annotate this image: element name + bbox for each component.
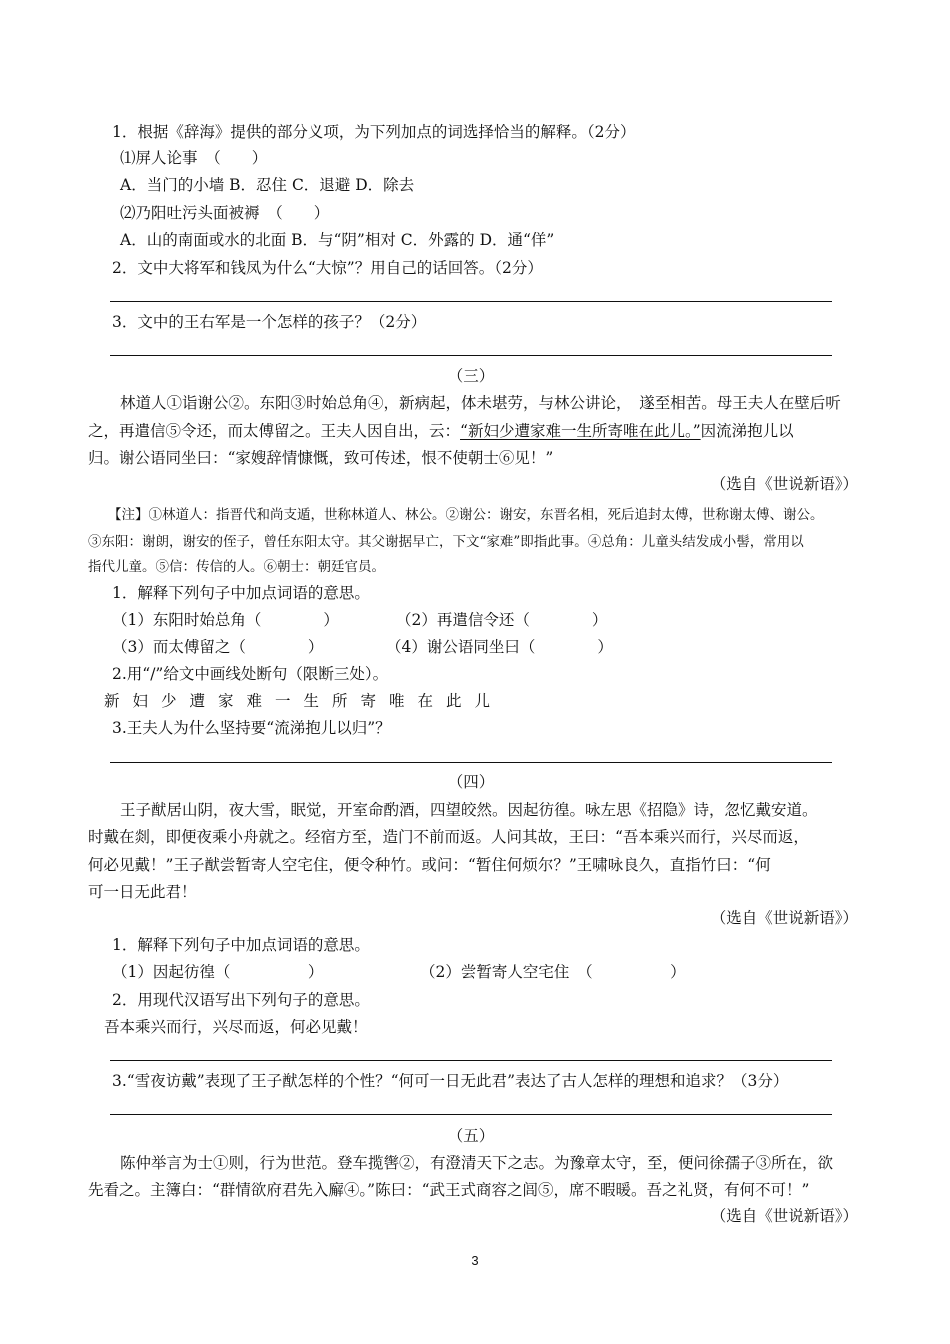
- underlined-sentence: “新妇少遭家难一生所寄唯在此儿。”: [460, 422, 701, 440]
- section-3-question-1-item: （1）东阳时始总角（ ）: [112, 611, 339, 629]
- section-5-paragraph-line: 先看之。主簿白：“群情欲府君先入廨④。”陈曰：“武王式商容之闾⑤，席不暇暖。吾之礼贤，有何不可！”: [88, 1181, 810, 1199]
- section-3-paragraph-line: 归。谢公语同坐曰：“家嫂辞情慷慨，致可传述，恨不使朝士⑥见！”: [88, 449, 554, 467]
- section-4-question-1-item: （2）尝暂寄人空宅住 （ ）: [420, 963, 686, 981]
- page-number: 3: [471, 1253, 479, 1268]
- passage-text: 因流涕抱儿以: [700, 422, 794, 440]
- section-4-question-2: 2．用现代汉语写出下列句子的意思。: [112, 991, 370, 1009]
- section-5-title: （五）: [447, 1127, 495, 1145]
- answer-line: [110, 301, 832, 302]
- section-4-title: （四）: [447, 773, 495, 791]
- section-4-paragraph-line: 时戴在剡，即便夜乘小舟就之。经宿方至，造门不前而返。人问其故，王曰：“吾本乘兴而行，兴尽而返，: [88, 828, 809, 846]
- section-4-question-1-item: （1）因起彷徨（ ）: [112, 963, 324, 981]
- question-1-item-2-options: A．山的南面或水的北面 B．与“阴”相对 C．外露的 D．通“佯”: [120, 231, 555, 249]
- question-1-item-1: ⑴屏人论事 （ ）: [120, 149, 268, 167]
- section-3-source: （选自《世说新语》）: [710, 475, 858, 493]
- question-2-text: 2．文中大将军和钱凤为什么“大惊”？用自己的话回答。（2分）: [112, 259, 543, 277]
- section-3-question-2-text: 新妇少遭家难一生所寄唯在此儿: [104, 692, 504, 710]
- question-3-text: 3．文中的王右军是一个怎样的孩子？（2分）: [112, 313, 427, 331]
- section-3-paragraph-line: 林道人①诣谢公②。东阳③时始总角④，新病起，体未堪劳，与林公讲论， 遂至相苦。母王夫人在壁后听: [120, 394, 841, 412]
- section-3-question-2: 2.用“/”给文中画线处断句（限断三处）。: [112, 665, 389, 683]
- section-3-question-1-item: （2）再遣信令还（ ）: [396, 611, 608, 629]
- question-1-item-2: ⑵乃阳吐污头面被褥 （ ）: [120, 204, 330, 222]
- question-1-text: 1．根据《辞海》提供的部分义项，为下列加点的词选择恰当的解释。（2分）: [112, 123, 636, 141]
- section-5-source: （选自《世说新语》）: [710, 1207, 858, 1225]
- section-4-question-1: 1．解释下列句子中加点词语的意思。: [112, 936, 370, 954]
- passage-text: 之，再遣信⑤令还，而太傅留之。王夫人因自出，云：: [88, 422, 461, 440]
- answer-line: [110, 762, 832, 763]
- answer-line: [110, 1060, 832, 1061]
- section-3-question-1: 1．解释下列句子中加点词语的意思。: [112, 584, 370, 602]
- section-3-question-1-item: （4）谢公语同坐曰（ ）: [386, 638, 613, 656]
- section-4-source: （选自《世说新语》）: [710, 909, 858, 927]
- section-3-question-3: 3.王夫人为什么坚持要“流涕抱儿以归”？: [112, 719, 391, 737]
- question-1-item-1-options: A．当门的小墙 B．忍住 C．退避 D．除去: [120, 176, 415, 194]
- section-4-question-3: 3.“雪夜访戴”表现了王子猷怎样的个性？“何可一日无此君”表达了古人怎样的理想和追求？（3分）: [112, 1072, 789, 1090]
- section-3-note-line: ③东阳：谢朗，谢安的侄子，曾任东阳太守。其父谢据早亡，下文“家难”即指此事。④总角：儿童头结发成小髻，常用以: [88, 534, 804, 550]
- section-3-paragraph-line: [88, 421, 794, 441]
- section-3-title: （三）: [447, 367, 495, 385]
- section-3-note-line: 指代儿童。⑤信：传信的人。⑥朝士：朝廷官员。: [88, 559, 385, 575]
- section-3-note-line: 【注】①林道人：指晋代和尚支遁，世称林道人、林公。②谢公：谢安，东晋名相，死后追封太傅，世称谢太傅、谢公。: [108, 507, 824, 523]
- answer-line: [110, 1114, 832, 1115]
- section-4-paragraph-line: 可一日无此君！: [88, 883, 197, 901]
- section-4-question-2-text: 吾本乘兴而行，兴尽而返，何必见戴！: [104, 1018, 368, 1036]
- section-4-paragraph-line: 何必见戴！”王子猷尝暂寄人空宅住，便令种竹。或问：“暂住何烦尔？”王啸咏良久，直指竹曰：“何: [88, 856, 771, 874]
- section-4-paragraph-line: 王子猷居山阴，夜大雪，眠觉，开室命酌酒，四望皎然。因起彷徨。咏左思《招隐》诗，忽忆戴安道。: [120, 801, 818, 819]
- section-3-question-1-item: （3）而太傅留之（ ）: [112, 638, 324, 656]
- section-5-paragraph-line: 陈仲举言为士①则，行为世范。登车揽辔②，有澄清天下之志。为豫章太守，至，便问徐孺子③所在，欲: [120, 1154, 834, 1172]
- answer-line: [110, 355, 832, 356]
